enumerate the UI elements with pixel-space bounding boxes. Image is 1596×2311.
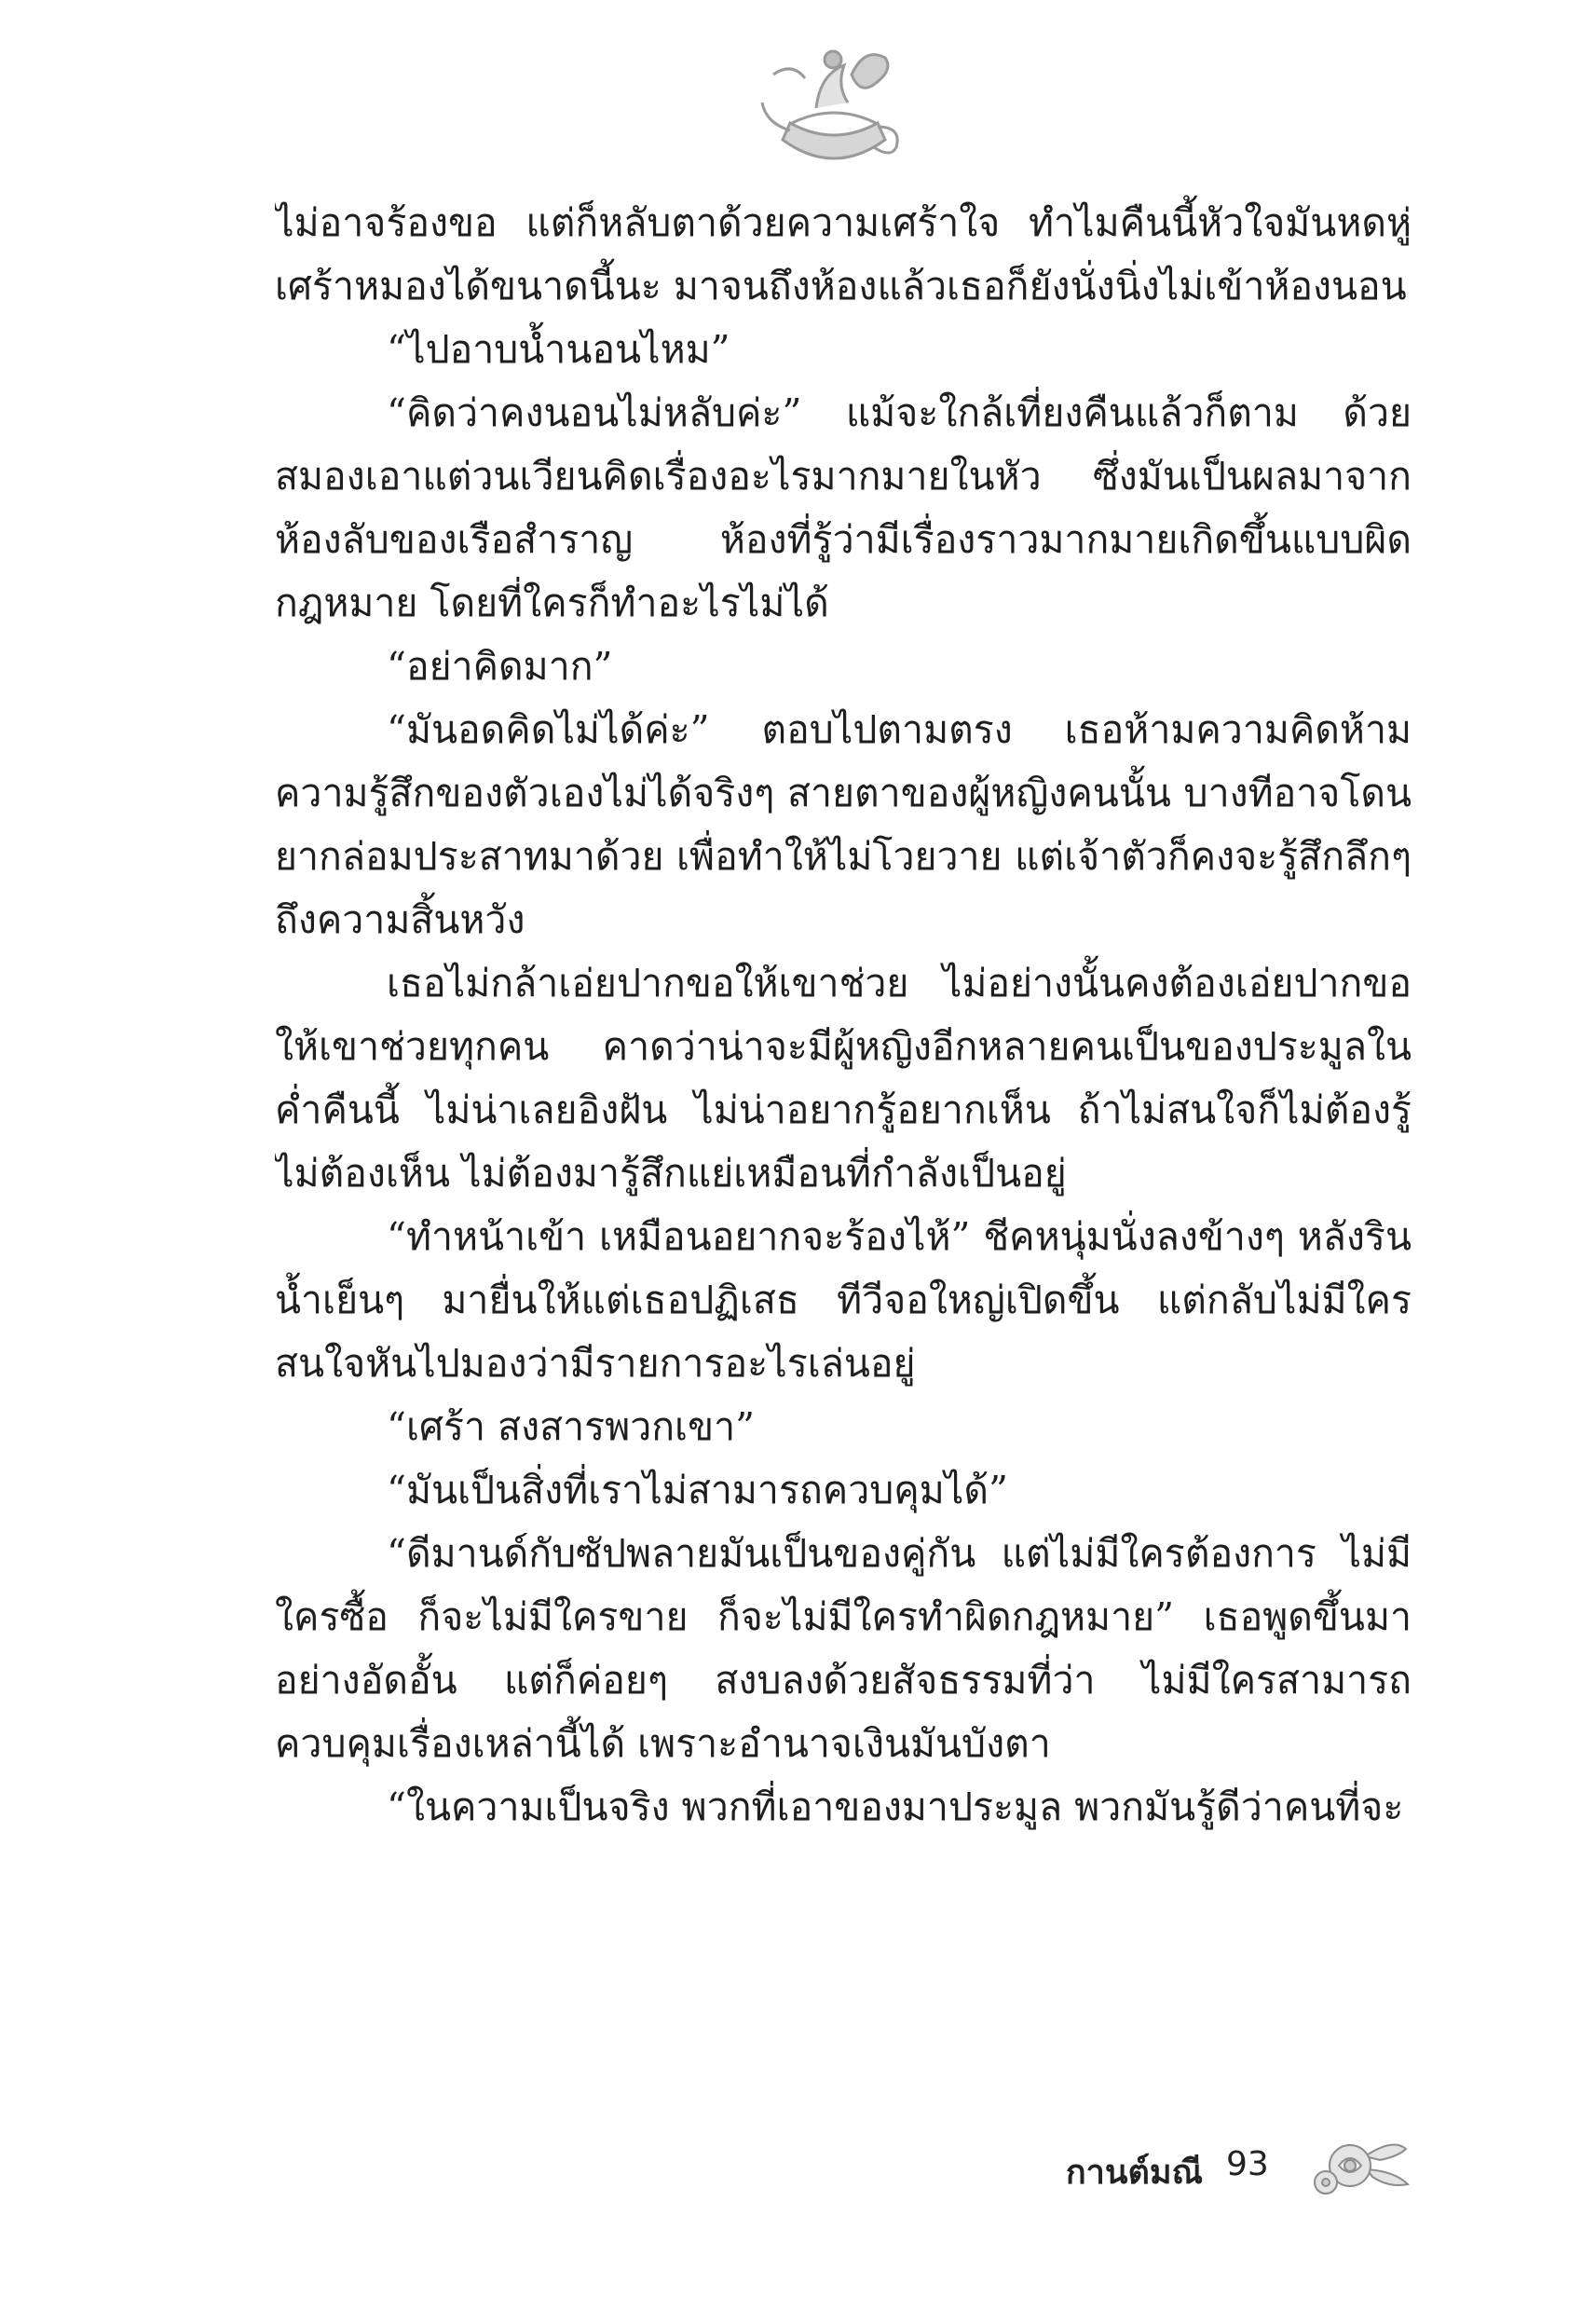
paragraph-9: “มันเป็นสิ่งที่เราไม่สามารถควบคุมได้” bbox=[387, 1468, 1008, 1512]
page-footer bbox=[0, 2125, 1596, 2218]
paragraph-11: “ในความเป็นจริง พวกที่เอาของมาประมูล พวกมันรู้ดีว่าคนที่จะ bbox=[387, 1785, 1404, 1829]
paragraph-2: “ไปอาบน้ำนอนไหม” bbox=[387, 327, 730, 372]
paragraph-7: “ทำหน้าเข้า เหมือนอยากจะร้องไห้” ชีคหนุ่มนั่งลงข้างๆ หลังรินน้ำเย็นๆ มายื่นให้แต่เธอปฏิเสธ ทีวีจอใหญ่เปิดขึ้น แต่กลับไม่มีใครสนใจหันไปมองว่ามีรายการอะไรเล่นอยู่ bbox=[275, 1214, 1412, 1386]
page-number: 93 bbox=[1226, 2145, 1269, 2183]
paragraph-4: “อย่าคิดมาก” bbox=[387, 644, 613, 689]
paragraph-8: “เศร้า สงสารพวกเขา” bbox=[387, 1404, 756, 1449]
paragraph-10: “ดีมานด์กับซัปพลายมันเป็นของคู่กัน แต่ไม่มีใครต้องการ ไม่มีใครซื้อ ก็จะไม่มีใครขาย ก็จะไม่มีใครทำผิดกฎหมาย” เธอพูดขึ้นมาอย่างอัดอั้น แต่ก็ค่อยๆ สงบลงด้วยสัจธรรมที่ว่า ไม่มีใครสามารถควบคุมเรื่องเหล่านี้ได้ เพราะอำนาจเงินมันบังตา bbox=[275, 1531, 1412, 1766]
body-text bbox=[275, 191, 1412, 2092]
rose-ornament-icon bbox=[1309, 2128, 1412, 2203]
teapot-ornament-icon bbox=[755, 37, 913, 177]
paragraph-1: ไม่อาจร้องขอ แต่ก็หลับตาด้วยความเศร้าใจ ทำไมคืนนี้หัวใจมันหดหู่เศร้าหมองได้ขนาดนี้นะ มาจนถึงห้องแล้วเธอก็ยังนั่งนิ่งไม่เข้าห้องนอน bbox=[275, 200, 1412, 308]
paragraph-6: เธอไม่กล้าเอ่ยปากขอให้เขาช่วย ไม่อย่างนั้นคงต้องเอ่ยปากขอให้เขาช่วยทุกคน คาดว่าน่าจะมีผู้หญิงอีกหลายคนเป็นของประมูลในค่ำคืนนี้ ไม่น่าเลยอิงฝัน ไม่น่าอยากรู้อยากเห็น ถ้าไม่สนใจก็ไม่ต้องรู้ไม่ต้องเห็น ไม่ต้องมารู้สึกแย่เหมือนที่กำลังเป็นอยู่ bbox=[275, 961, 1412, 1196]
paragraph-3: “คิดว่าคงนอนไม่หลับค่ะ” แม้จะใกล้เที่ยงคืนแล้วก็ตาม ด้วยสมองเอาแต่วนเวียนคิดเรื่องอะไรมากมายในหัว ซึ่งมันเป็นผลมาจากห้องลับของเรือสำราญ ห้องที่รู้ว่ามีเรื่องราวมากมายเกิดขึ้นแบบผิดกฎหมาย โดยที่ใครก็ทำอะไรไม่ได้ bbox=[275, 390, 1412, 625]
author-name: กานต์มณี bbox=[1065, 2154, 1203, 2192]
paragraph-5: “มันอดคิดไม่ได้ค่ะ” ตอบไปตามตรง เธอห้ามความคิดห้ามความรู้สึกของตัวเองไม่ได้จริงๆ สายตาของผู้หญิงคนนั้น บางทีอาจโดนยากล่อมประสาทมาด้วย เพื่อทำให้ไม่โวยวาย แต่เจ้าตัวก็คงจะรู้สึกลึกๆ ถึงความสิ้นหวัง bbox=[275, 707, 1412, 942]
